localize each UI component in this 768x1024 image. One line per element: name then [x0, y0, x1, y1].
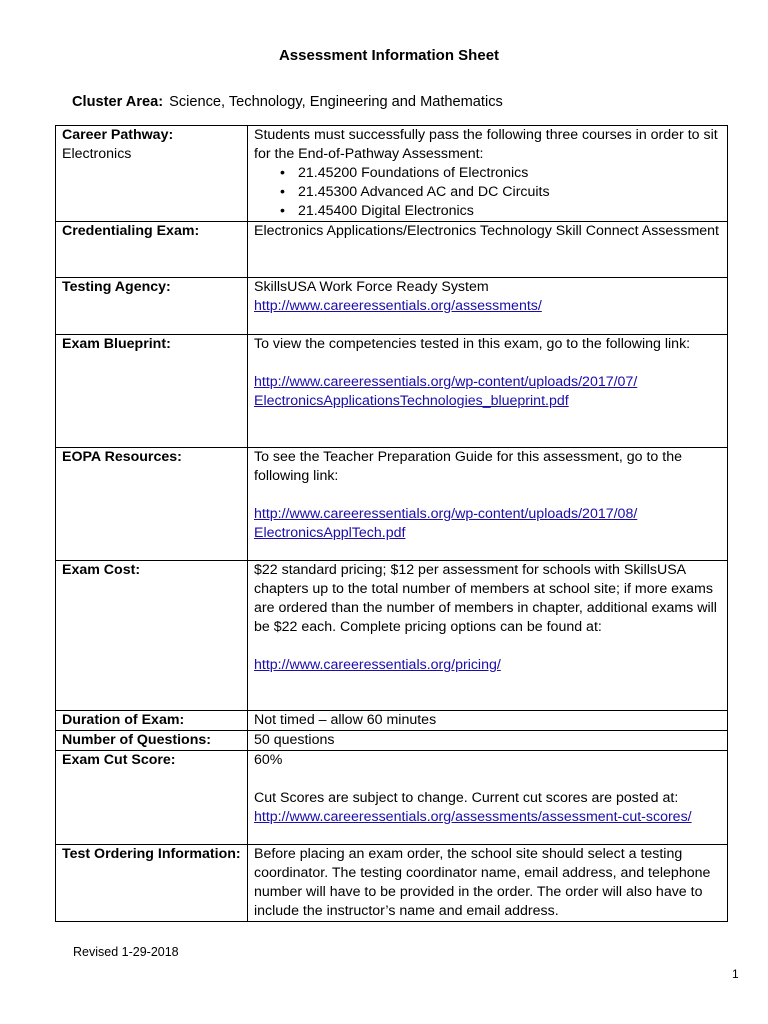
row-career-pathway — [56, 126, 728, 222]
row-credentialing-exam — [56, 222, 728, 278]
cut-score-text: Cut Scores are subject to change. Current cut scores are posted at: — [254, 790, 679, 806]
exam-blueprint-text: To view the competencies tested in this exam, go to the following link: — [254, 336, 691, 352]
exam-cost-link[interactable]: http://www.careeressentials.org/pricing/ — [254, 657, 501, 673]
testing-agency-link[interactable]: http://www.careeressentials.org/assessments/ — [254, 298, 542, 314]
duration-label: Duration of Exam: — [56, 711, 248, 731]
page-number: 1 — [732, 967, 739, 981]
testing-agency-label: Testing Agency: — [56, 278, 248, 335]
cut-score-value-cell — [248, 751, 728, 845]
eopa-resources-label: EOPA Resources: — [56, 448, 248, 561]
exam-blueprint-link[interactable] — [254, 374, 637, 409]
course-list — [254, 164, 721, 221]
cut-score-value: 60% — [254, 752, 283, 768]
row-cut-score — [56, 751, 728, 845]
exam-blueprint-value-cell — [248, 335, 728, 448]
row-exam-cost — [56, 561, 728, 711]
duration-value: Not timed – allow 60 minutes — [248, 711, 728, 731]
eopa-resources-value-cell — [248, 448, 728, 561]
career-pathway-intro: Students must successfully pass the following three courses in order to sit for the End-of-Pathway Assessment: — [254, 127, 718, 162]
credentialing-exam-label: Credentialing Exam: — [56, 222, 248, 278]
number-of-questions-value: 50 questions — [248, 731, 728, 751]
career-pathway-value-cell — [248, 126, 728, 222]
exam-cost-value-cell — [248, 561, 728, 711]
eopa-resources-text: To see the Teacher Preparation Guide for this assessment, go to the following link: — [254, 449, 682, 484]
revised-date: Revised 1-29-2018 — [73, 945, 179, 959]
exam-cost-text: $22 standard pricing; $12 per assessment for schools with SkillsUSA chapters up to the total number of members at school site; if more exams are ordered than the number of members in chapter, additional exams will be $22 each. Complete pricing options can be found at: — [254, 562, 717, 635]
career-pathway-label-cell — [56, 126, 248, 222]
number-of-questions-label: Number of Questions: — [56, 731, 248, 751]
cut-score-label: Exam Cut Score: — [56, 751, 248, 845]
cluster-area-value: Science, Technology, Engineering and Mathematics — [169, 94, 503, 110]
eopa-resources-link[interactable] — [254, 506, 637, 541]
course-item: • 21.45200 Foundations of Electronics — [298, 164, 721, 183]
cluster-area-label: Cluster Area: — [72, 94, 164, 110]
exam-cost-label: Exam Cost: — [56, 561, 248, 711]
testing-agency-text: SkillsUSA Work Force Ready System — [254, 279, 489, 295]
exam-blueprint-label: Exam Blueprint: — [56, 335, 248, 448]
row-test-ordering — [56, 845, 728, 922]
career-pathway-sublabel: Electronics — [62, 146, 132, 162]
row-duration — [56, 711, 728, 731]
exam-blueprint-link-line1: http://www.careeressentials.org/wp-content/uploads/2017/07/ — [254, 374, 638, 390]
row-eopa-resources — [56, 448, 728, 561]
eopa-resources-link-line1: http://www.careeressentials.org/wp-content/uploads/2017/08/ — [254, 506, 638, 522]
test-ordering-label: Test Ordering Information: — [56, 845, 248, 922]
credentialing-exam-value: Electronics Applications/Electronics Technology Skill Connect Assessment — [248, 222, 728, 278]
row-number-of-questions — [56, 731, 728, 751]
row-exam-blueprint — [56, 335, 728, 448]
eopa-resources-link-line2: ElectronicsApplTech.pdf — [254, 525, 406, 541]
assessment-table — [55, 125, 728, 922]
course-item: • 21.45300 Advanced AC and DC Circuits — [298, 183, 721, 202]
cluster-area — [72, 94, 503, 110]
career-pathway-label: Career Pathway: — [62, 127, 174, 143]
page-title: Assessment Information Sheet — [278, 47, 500, 64]
test-ordering-value: Before placing an exam order, the school site should select a testing coordinator. The testing coordinator name, email address, and telephone number will have to be provided in the order. The order will also have to include the instructor’s name and email address. — [248, 845, 728, 922]
exam-blueprint-link-line2: ElectronicsApplicationsTechnologies_blueprint.pdf — [254, 393, 569, 409]
testing-agency-value-cell — [248, 278, 728, 335]
cut-score-link[interactable]: http://www.careeressentials.org/assessments/assessment-cut-scores/ — [254, 809, 692, 825]
row-testing-agency — [56, 278, 728, 335]
course-item: • 21.45400 Digital Electronics — [298, 202, 721, 221]
